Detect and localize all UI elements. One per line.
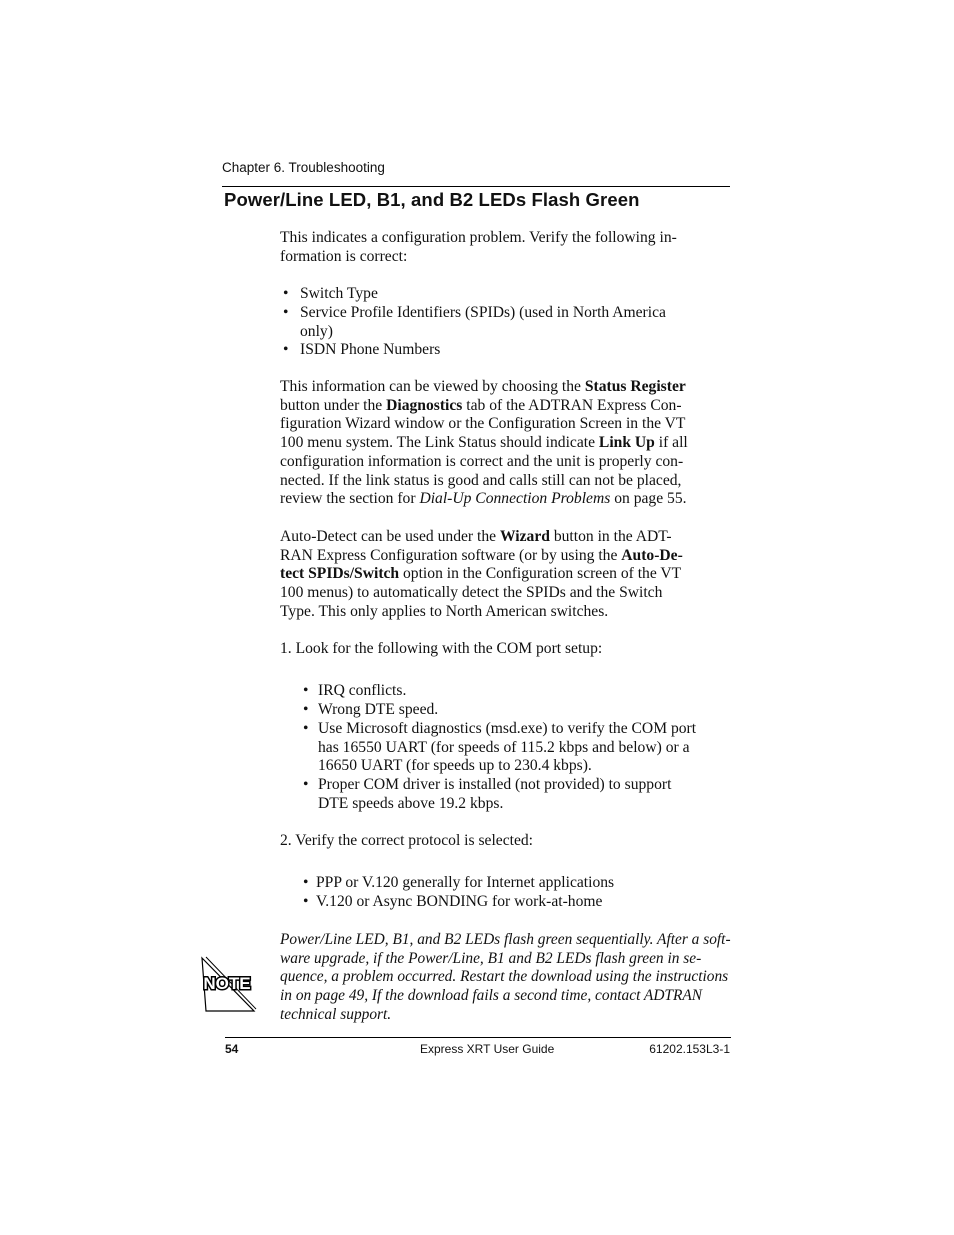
- list-item: [303, 720, 733, 776]
- bullet: •: [303, 776, 309, 793]
- page-number: 54: [225, 1042, 239, 1056]
- list-item-text: Proper COM driver is installed (not provided) to support: [318, 776, 672, 793]
- step-2-label: 2. Verify the correct protocol is selected:: [280, 832, 534, 849]
- list-item: [283, 341, 733, 360]
- list-item: [303, 893, 733, 912]
- link-up-term: Link Up: [598, 434, 655, 452]
- auto-detect-paragraph: Auto-Detect can be used under the Wizard button in the ADT- RAN Express Configuration software (or by using the Auto-De- tect SPIDs/Switch option in the Configuration screen of the VT 100 menus) to automatically detect the SPIDs and the Switch Type. This only applies to North American switches.: [280, 528, 683, 620]
- list-item-text: Wrong DTE speed.: [318, 701, 439, 718]
- list-item-text: only): [300, 322, 333, 340]
- bullet: •: [283, 285, 289, 302]
- auto-detect-term: Auto-De-: [621, 546, 683, 564]
- footer-doc-number: 61202.153L3-1: [649, 1042, 730, 1056]
- list-item-text: Use Microsoft diagnostics (msd.exe) to verify the COM port: [318, 720, 697, 737]
- section-title: Power/Line LED, B1, and B2 LEDs Flash Green: [224, 189, 640, 210]
- cross-reference: Dial-Up Connection Problems: [419, 490, 611, 508]
- bullet: •: [283, 304, 289, 321]
- bullet: •: [303, 682, 309, 699]
- note-icon-label: NOTE: [203, 974, 251, 993]
- footer-guide-title: Express XRT User Guide: [420, 1042, 555, 1056]
- list-item-text: IRQ conflicts.: [318, 682, 407, 699]
- list-item-text: PPP or V.120 generally for Internet applications: [316, 874, 615, 891]
- list-item: [303, 682, 733, 701]
- running-header: Chapter 6. Troubleshooting: [222, 160, 385, 175]
- footer-rule: [225, 1037, 731, 1038]
- intro-line: formation is correct:: [280, 247, 408, 265]
- intro-line: This indicates a configuration problem. Verify the following in-: [280, 229, 677, 246]
- list-item-text: Service Profile Identifiers (SPIDs) (used in North America: [300, 304, 666, 321]
- status-register-term: Status Register: [584, 378, 686, 395]
- status-paragraph: This information can be viewed by choosing the Status Register button under the Diagnostics tab of the ADTRAN Express Con- figuration Wizard window or the Configuration Screen in the VT 100 menu system. The Link Status should indicate Link Up if all configuration information is correct and the unit is properly con- nected. If the link status is good and calls still can not be placed, review the section for Dial-Up Connection Problems on page 55.: [280, 378, 688, 508]
- note-icon: [198, 955, 258, 1015]
- step-1-label: 1. Look for the following with the COM port setup:: [280, 640, 603, 657]
- bullet: •: [283, 341, 289, 358]
- wizard-term: Wizard: [499, 528, 550, 545]
- list-item-text: has 16550 UART (for speeds of 115.2 kbps and below) or a: [318, 738, 690, 756]
- list-item: [283, 304, 733, 341]
- list-item: [303, 874, 733, 893]
- bullet: •: [303, 701, 309, 718]
- list-item: [303, 776, 733, 813]
- bullet: •: [303, 874, 309, 891]
- intro-paragraph: [280, 229, 732, 266]
- list-item: [283, 285, 733, 304]
- list-item-text: V.120 or Async BONDING for work-at-home: [316, 893, 603, 910]
- bullet: •: [303, 720, 309, 737]
- diagnostics-term: Diagnostics: [386, 396, 463, 414]
- header-rule: [222, 186, 730, 187]
- list-item: [303, 701, 733, 720]
- note-text: Power/Line LED, B1, and B2 LEDs flash green sequentially. After a soft- ware upgrade, if the Power/Line, B1 and B2 LEDs flash green in se- quence, a problem occurred. Restart the download using the instructions in on page 49, If the download fails a second time, contact ADTRAN technical support.: [280, 931, 731, 1023]
- list-item-text: ISDN Phone Numbers: [300, 341, 441, 358]
- bullet: •: [303, 893, 309, 910]
- list-item-text: 16650 UART (for speeds up to 230.4 kbps).: [318, 757, 592, 775]
- auto-detect-term: tect SPIDs/Switch: [280, 565, 400, 583]
- list-item-text: Switch Type: [300, 285, 378, 302]
- list-item-text: DTE speeds above 19.2 kbps.: [318, 794, 504, 812]
